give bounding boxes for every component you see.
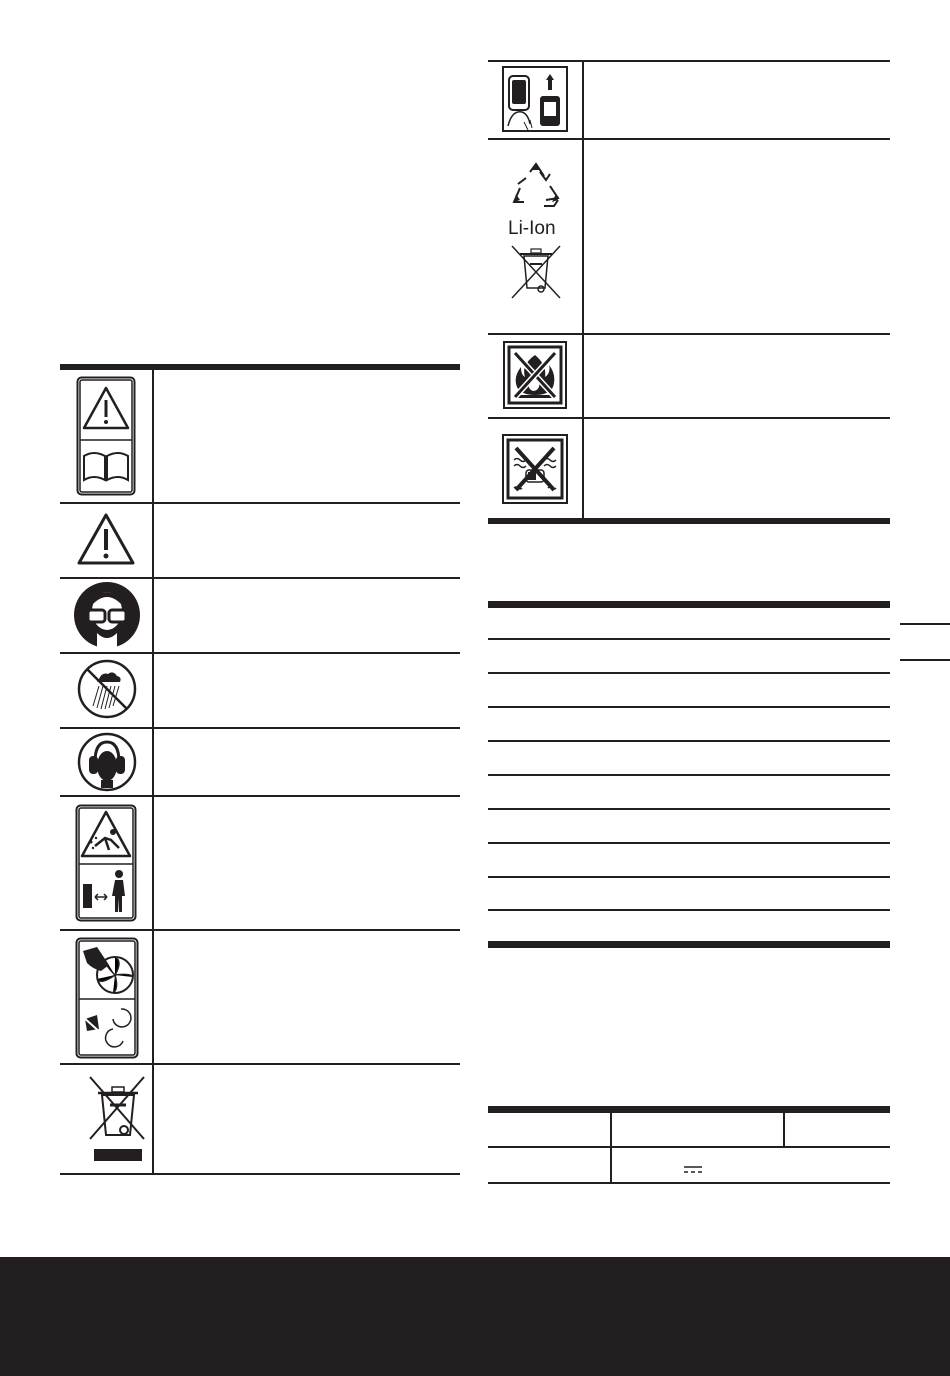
row-divider (60, 727, 460, 729)
table-column-divider (610, 1113, 612, 1183)
table-row (488, 740, 890, 742)
row-divider (488, 138, 890, 140)
table-bottom-rule (488, 1182, 890, 1184)
row-divider (60, 652, 460, 654)
rotating-fan-hazard-icon (75, 937, 139, 1059)
table-row (488, 808, 890, 810)
language-tab-rule (900, 659, 950, 661)
no-water-icon (502, 434, 568, 504)
row-divider (60, 502, 460, 504)
table-top-rule (488, 601, 890, 608)
li-ion-label: Li-Ion (508, 218, 556, 239)
table-row (488, 638, 890, 640)
table-row (488, 909, 890, 911)
weee-disposal-icon (88, 1073, 148, 1165)
table-top-rule (488, 1106, 890, 1113)
language-tab-rule (900, 623, 950, 625)
table-row (488, 842, 890, 844)
row-divider (60, 929, 460, 931)
flying-debris-keep-distance-icon (75, 804, 137, 922)
table-bottom-rule (488, 518, 890, 524)
ear-protection-icon (77, 732, 137, 792)
table-row (488, 672, 890, 674)
table-top-rule (488, 60, 890, 62)
battery-remove-icon (502, 66, 568, 132)
table-row (488, 706, 890, 708)
footer-band (0, 1257, 950, 1376)
row-divider (488, 333, 890, 335)
warning-icon (76, 512, 136, 567)
row-divider (60, 577, 460, 579)
row-divider (60, 1063, 460, 1065)
table-row (488, 876, 890, 878)
table-row (488, 1146, 890, 1148)
no-rain-icon (77, 659, 137, 719)
row-divider (488, 417, 890, 419)
weee-disposal-icon (510, 244, 562, 300)
table-column-divider (582, 62, 584, 520)
dc-symbol (684, 1166, 702, 1174)
table-column-divider (152, 370, 154, 1174)
table-top-rule (60, 364, 460, 370)
warning-read-manual-icon (76, 376, 136, 496)
table-column-divider (783, 1113, 785, 1147)
no-fire-icon (503, 341, 567, 409)
table-bottom-rule (60, 1173, 460, 1175)
table-row (488, 774, 890, 776)
row-divider (60, 795, 460, 797)
table-bottom-rule (488, 941, 890, 948)
eye-protection-icon (73, 581, 141, 649)
